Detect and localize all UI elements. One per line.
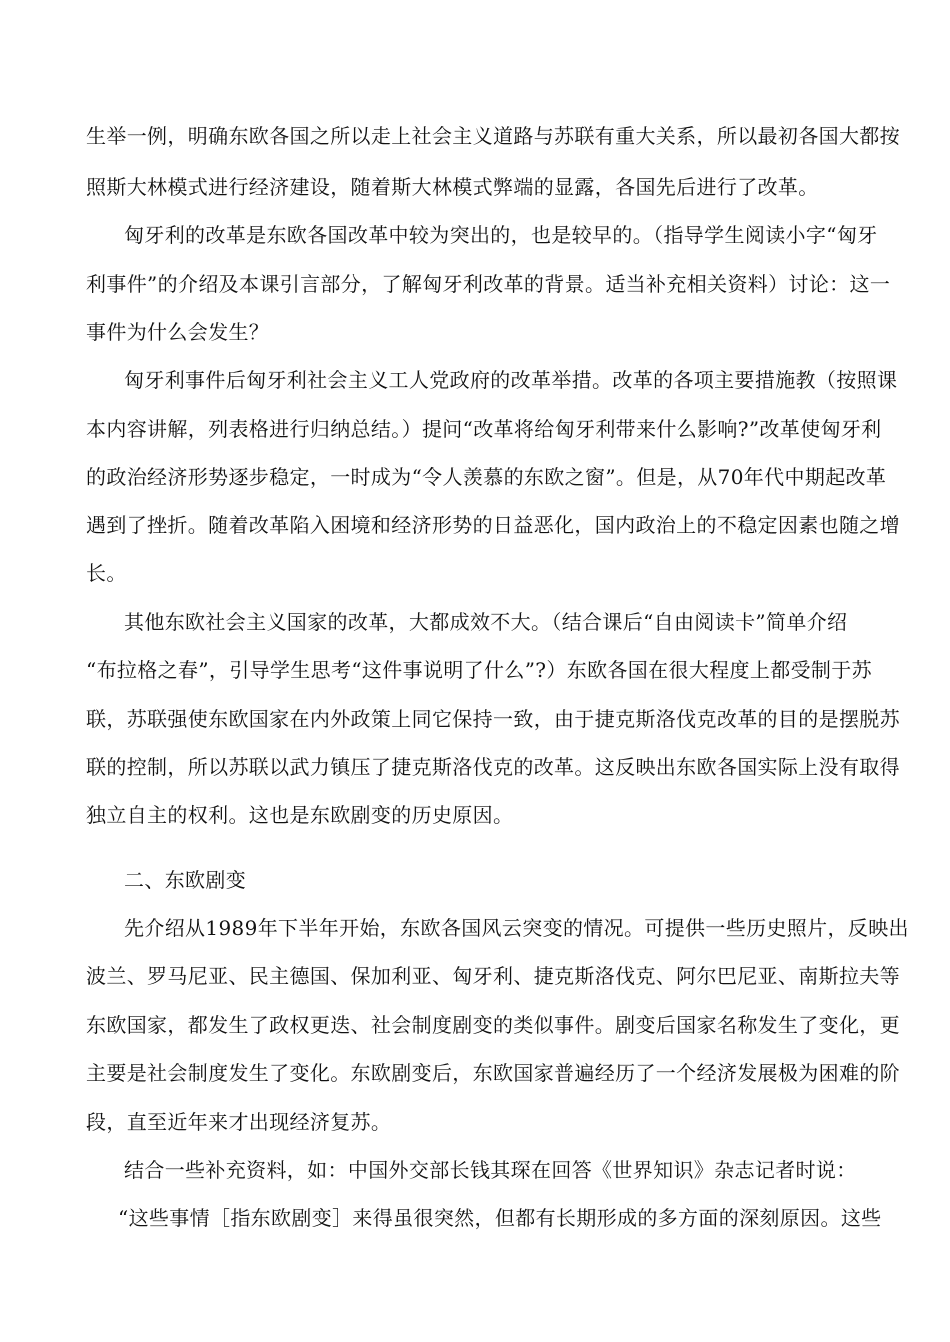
text-line: 联的控制，所以苏联以武力镇压了捷克斯洛伐克的改革。这反映出东欧各国实际上没有取得 <box>86 755 900 779</box>
text-line: 先介绍从1989年下半年开始，东欧各国风云突变的情况。可提供一些历史照片，反映出 <box>124 916 909 940</box>
text-line: 遇到了挫折。随着改革陷入困境和经济形势的日益恶化，国内政治上的不稳定因素也随之增 <box>86 513 900 537</box>
text-line: 结合一些补充资料，如：中国外交部长钱其琛在回答《世界知识》杂志记者时说： <box>124 1158 857 1182</box>
text-line: 独立自主的权利。这也是东欧剧变的历史原因。 <box>86 803 514 827</box>
text-line: 匈牙利事件后匈牙利社会主义工人党政府的改革举措。改革的各项主要措施教（按照课 <box>124 368 898 392</box>
text-line: 的政治经济形势逐步稳定，一时成为“令人羡慕的东欧之窗”。但是，从70年代中期起改革 <box>86 465 887 489</box>
text-line: 本内容讲解，列表格进行归纳总结。）提问“改革将给匈牙利带来什么影响?”改革使匈牙利 <box>86 417 882 441</box>
text-line: “布拉格之春”，引导学生思考“这件事说明了什么”?）东欧各国在很大程度上都受制于苏 <box>86 658 872 682</box>
text-line: 匈牙利的改革是东欧各国改革中较为突出的，也是较早的。（指导学生阅读小字“匈牙 <box>124 223 878 247</box>
text-line: 长。 <box>86 561 127 585</box>
text-line: 主要是社会制度发生了变化。东欧剧变后，东欧国家普遍经历了一个经济发展极为困难的阶 <box>86 1061 900 1085</box>
text-line: 照斯大林模式进行经济建设，随着斯大林模式弊端的显露，各国先后进行了改革。 <box>86 175 819 199</box>
text-line: “这些事情［指东欧剧变］来得虽很突然，但都有长期形成的多方面的深刻原因。这些 <box>118 1206 882 1230</box>
text-line: 东欧国家，都发生了政权更迭、社会制度剧变的类似事件。剧变后国家名称发生了变化，更 <box>86 1013 900 1037</box>
text-line: 联，苏联强使东欧国家在内外政策上同它保持一致，由于捷克斯洛伐克改革的目的是摆脱苏 <box>86 707 900 731</box>
section-heading: 二、东欧剧变 <box>124 868 247 892</box>
text-line: 其他东欧社会主义国家的改革，大都成效不大。（结合课后“自由阅读卡”简单介绍 <box>124 610 848 634</box>
text-line: 利事件”的介绍及本课引言部分，了解匈牙利改革的背景。适当补充相关资料）讨论：这一 <box>86 272 891 296</box>
text-line: 生举一例，明确东欧各国之所以走上社会主义道路与苏联有重大关系，所以最初各国大都按 <box>86 124 900 148</box>
text-line: 段，直至近年来才出现经济复苏。 <box>86 1110 392 1134</box>
text-line: 事件为什么会发生？ <box>86 320 270 344</box>
text-line: 波兰、罗马尼亚、民主德国、保加利亚、匈牙利、捷克斯洛伐克、阿尔巴尼亚、南斯拉夫等 <box>86 964 900 988</box>
